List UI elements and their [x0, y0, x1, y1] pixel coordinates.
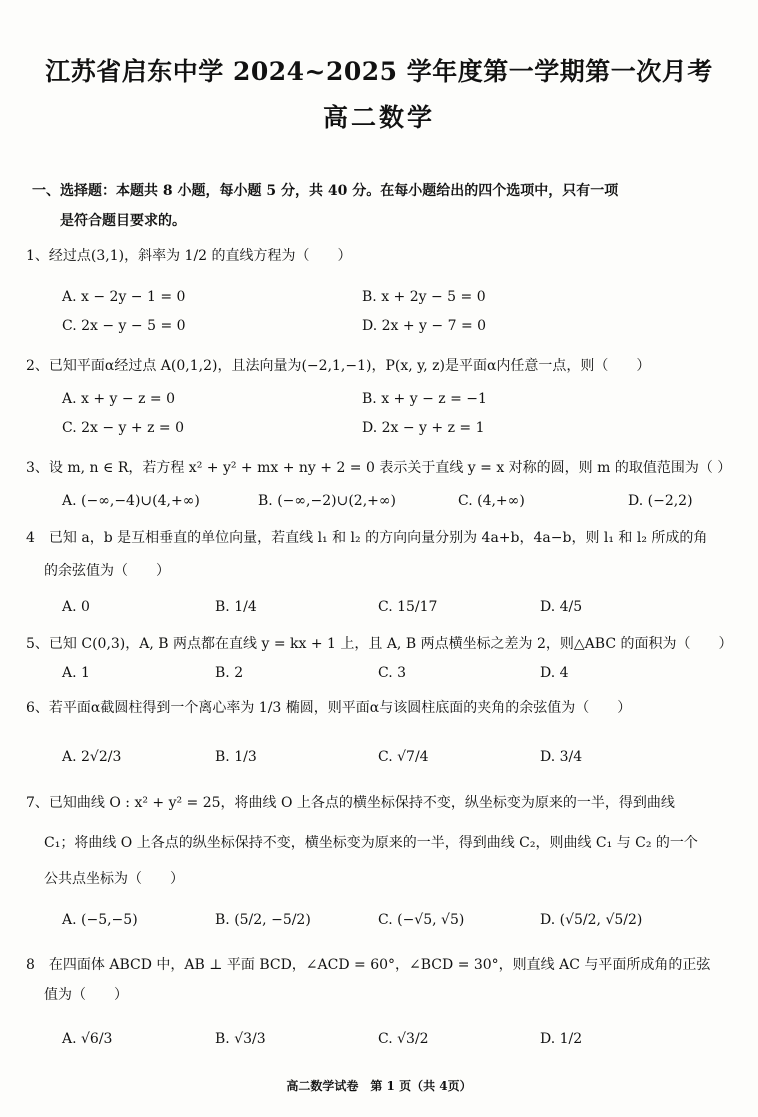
exam-title: 江苏省启东中学 2024~2025 学年度第一学期第一次月考	[45, 57, 713, 86]
question-7-option-a: A. (−5,−5)	[62, 912, 138, 928]
question-2-stem: 2、已知平面α经过点 A(0,1,2)，且法向量为(−2,1,−1)，P(x, y, z)是平面α内任意一点，则（ ）	[26, 358, 651, 374]
question-3-option-b: B. (−∞,−2)∪(2,+∞)	[258, 493, 396, 509]
question-5-option-d: D. 4	[540, 665, 569, 681]
question-3-option-a: A. (−∞,−4)∪(4,+∞)	[62, 493, 200, 509]
question-4-option-c: C. 15/17	[378, 599, 438, 615]
question-7-option-b: B. (5/2, −5/2)	[215, 912, 311, 928]
question-6-option-a: A. 2√2/3	[62, 749, 122, 765]
question-5-stem: 5、已知 C(0,3)，A, B 两点都在直线 y = kx + 1 上，且 A, B 两点横坐标之差为 2，则△ABC 的面积为（ ）	[26, 636, 733, 652]
question-2-option-b: B. x + y − z = −1	[362, 391, 487, 407]
question-1-option-a: A. x − 2y − 1 = 0	[62, 289, 186, 305]
question-8-option-c: C. √3/2	[378, 1031, 429, 1047]
question-4-option-a: A. 0	[62, 599, 90, 615]
question-6-stem: 6、若平面α截圆柱得到一个离心率为 1/3 椭圆，则平面α与该圆柱底面的夹角的余弦值为（ ）	[26, 700, 632, 716]
question-7-stem-cont: C₁；将曲线 O 上各点的纵坐标保持不变，横坐标变为原来的一半，得到曲线 C₂，则曲线 C₁ 与 C₂ 的一个	[44, 835, 698, 851]
question-8-option-b: B. √3/3	[215, 1031, 266, 1047]
question-7-stem: 7、已知曲线 O : x² + y² = 25，将曲线 O 上各点的横坐标保持不变，纵坐标变为原来的一半，得到曲线	[26, 795, 675, 811]
question-2-option-c: C. 2x − y + z = 0	[62, 420, 185, 436]
page-footer: 高二数学试卷 第 1 页（共 4页）	[286, 1079, 472, 1093]
question-6-option-d: D. 3/4	[540, 749, 583, 765]
question-6-option-b: B. 1/3	[215, 749, 257, 765]
question-7-option-c: C. (−√5, √5)	[378, 912, 465, 928]
question-5-option-a: A. 1	[62, 665, 90, 681]
question-1-option-c: C. 2x − y − 5 = 0	[62, 318, 186, 334]
question-6-option-c: C. √7/4	[378, 749, 429, 765]
question-5-option-b: B. 2	[215, 665, 244, 681]
question-8-stem: 8 在四面体 ABCD 中，AB ⊥ 平面 BCD，∠ACD = 60°，∠BCD = 30°，则直线 AC 与平面所成角的正弦	[26, 957, 711, 973]
question-5-option-c: C. 3	[378, 665, 407, 681]
question-4-stem: 4 已知 a，b 是互相垂直的单位向量，若直线 l₁ 和 l₂ 的方向向量分别为 4a+b，4a−b，则 l₁ 和 l₂ 所成的角	[26, 530, 708, 546]
question-2-option-a: A. x + y − z = 0	[62, 391, 175, 407]
question-4-option-d: D. 4/5	[540, 599, 583, 615]
question-3-stem: 3、设 m, n ∈ R，若方程 x² + y² + mx + ny + 2 = 0 表示关于直线 y = x 对称的圆，则 m 的取值范围为（ ）	[26, 460, 732, 476]
section-heading: 一、选择题：本题共 8 小题，每小题 5 分，共 40 分。在每小题给出的四个选项中，只有一项	[32, 183, 619, 199]
question-8-option-a: A. √6/3	[62, 1031, 113, 1047]
section-heading-cont: 是符合题目要求的。	[60, 213, 186, 229]
question-1-option-b: B. x + 2y − 5 = 0	[362, 289, 486, 305]
question-1-stem: 1、经过点(3,1)，斜率为 1/2 的直线方程为（ ）	[26, 248, 352, 264]
question-7-stem-cont2: 公共点坐标为（ ）	[44, 871, 184, 887]
question-7-option-d: D. (√5/2, √5/2)	[540, 912, 643, 928]
question-4-option-b: B. 1/4	[215, 599, 257, 615]
question-2-option-d: D. 2x − y + z = 1	[362, 420, 485, 436]
question-3-option-c: C. (4,+∞)	[458, 493, 525, 509]
exam-subject: 高二数学	[322, 103, 435, 132]
question-8-stem-cont: 值为（ ）	[44, 987, 128, 1003]
question-8-option-d: D. 1/2	[540, 1031, 583, 1047]
question-3-option-d: D. (−2,2)	[628, 493, 693, 509]
question-1-option-d: D. 2x + y − 7 = 0	[362, 318, 487, 334]
question-4-stem-cont: 的余弦值为（ ）	[44, 563, 170, 579]
